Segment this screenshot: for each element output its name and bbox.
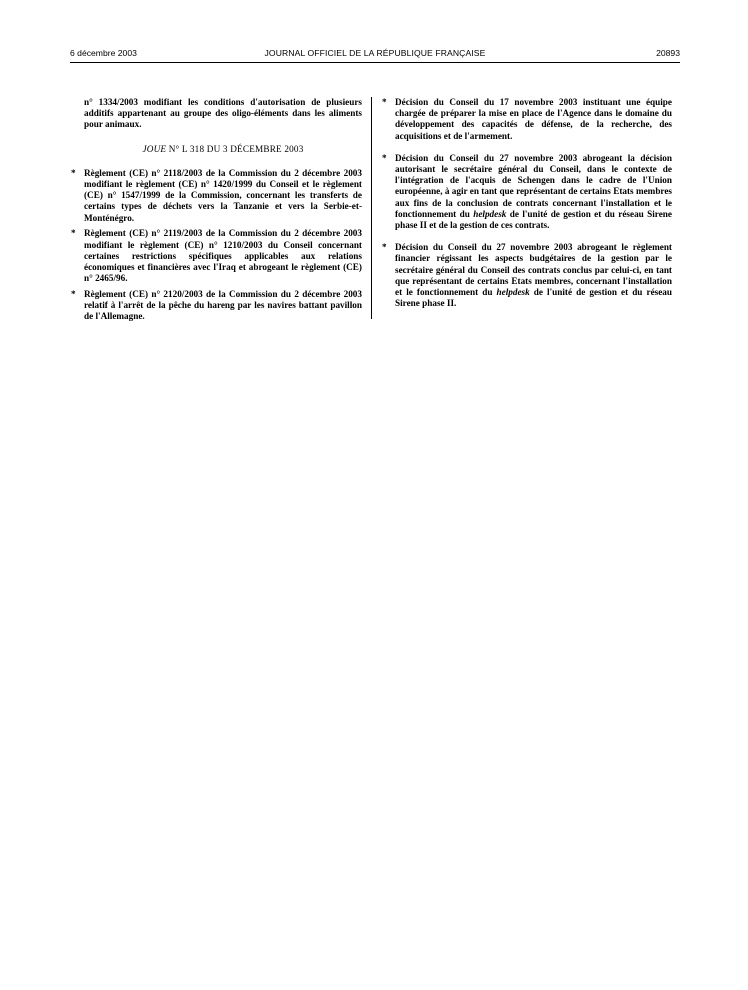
- entry-text: Décision du Conseil du 17 novembre 2003 instituant une équipe chargée de préparer la mise en place de l'Agence dans le domaine du développement des capacités de défense, de la recherche, des acquisitions et de l'armement.: [395, 97, 672, 141]
- entry-text: Règlement (CE) n° 2120/2003 de la Commission du 2 décembre 2003 relatif à l'arrêt de la pêche du hareng par les navires battant pavillon de l'Allemagne.: [84, 289, 362, 322]
- bullet-marker: *: [382, 152, 387, 163]
- helpdesk-term: helpdesk: [496, 287, 530, 298]
- right-column: [381, 97, 672, 320]
- entry-text: Règlement (CE) n° 2119/2003 de la Commission du 2 décembre 2003 modifiant le règlement (CE) n° 1210/2003 du Conseil concernant certaines restrictions spécifiques applicables aux relations économiques et financières avec l'Iraq et abrogeant le règlement (CE) n° 2465/96.: [84, 228, 362, 284]
- list-item: [381, 97, 672, 142]
- entry-text: [395, 153, 672, 231]
- section-heading: [84, 144, 362, 155]
- list-item: [70, 289, 362, 323]
- entry-text-part: de l'unité de gestion et du réseau Sirene phase II et de la gestion de ces contrats.: [395, 208, 672, 231]
- bullet-marker: *: [382, 242, 387, 253]
- section-issue: N° L 318 DU 3 DÉCEMBRE 2003: [166, 143, 304, 154]
- bullet-marker: *: [71, 289, 76, 300]
- list-item: [381, 242, 672, 309]
- header-rule: [70, 62, 680, 63]
- bullet-marker: *: [71, 228, 76, 239]
- list-item: [70, 228, 362, 284]
- entry-text-part: Décision du Conseil du 27 novembre 2003 abrogeant la décision autorisant le secrétaire général du Conseil, dans le contexte de l'intégration de l'acquis de Schengen dans le cadre de l'Union européenne, à agir en tant que représentant de certains Etats membres aux fins de la conclusion de contrats concernant l'installation et le fonctionnement du: [395, 152, 672, 219]
- page-number: 20893: [656, 48, 680, 58]
- header-date: 6 décembre 2003: [70, 48, 137, 58]
- entry-text: Règlement (CE) n° 2118/2003 de la Commission du 2 décembre 2003 modifiant le règlement (CE) n° 1420/1999 du Conseil et le règlement (CE) n° 1547/1999 de la Commission, concernant les transferts de certains types de déchets vers la Tanzanie et vers la Serbie-et-Monténégro.: [84, 167, 362, 223]
- continued-entry: n° 1334/2003 modifiant les conditions d'autorisation de plusieurs additifs appartenant au groupe des oligo-éléments dans les aliments pour animaux.: [84, 97, 362, 130]
- helpdesk-term: helpdesk: [473, 208, 507, 219]
- page-header: [70, 48, 680, 62]
- bullet-marker: *: [382, 97, 387, 107]
- entry-text-part: de l'unité de gestion et du réseau Sirene phase II.: [395, 287, 673, 309]
- entry-text-part: Décision du Conseil du 27 novembre 2003 abrogeant le règlement financier régissant les aspects budgétaires de la gestion par le secrétaire général du Conseil des contrats conclus par celui-ci, en tant que représentant de certains Etats membres, concernant l'installation et le fonctionnement du: [395, 242, 672, 298]
- list-item: [381, 153, 672, 231]
- list-item: [70, 168, 362, 224]
- column-divider: [371, 97, 372, 319]
- journal-title: JOURNAL OFFICIEL DE LA RÉPUBLIQUE FRANÇAISE: [264, 48, 486, 58]
- bullet-marker: *: [71, 167, 76, 178]
- entry-text: [395, 242, 672, 309]
- left-column: [70, 97, 362, 327]
- section-journal: JOUE: [142, 143, 167, 154]
